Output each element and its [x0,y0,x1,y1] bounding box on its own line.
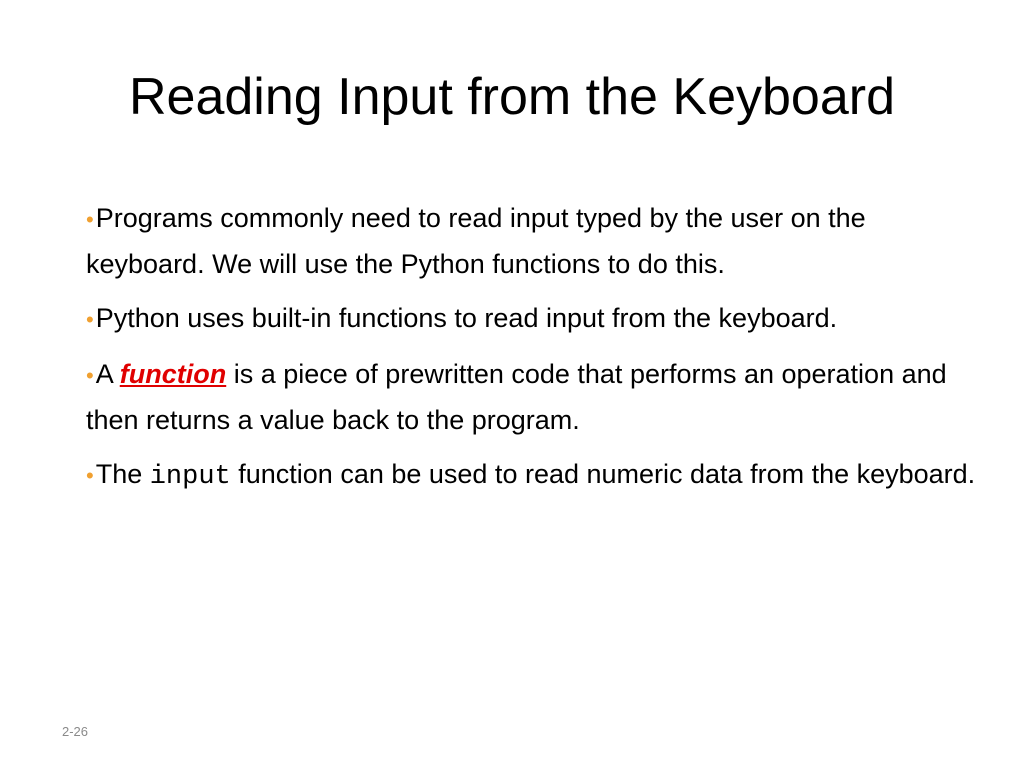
slide-title: Reading Input from the Keyboard [128,68,896,126]
bullet-marker: • [86,307,94,332]
bullet-item-1 [86,196,976,286]
input-code: input [149,462,231,492]
function-term: function [119,359,227,389]
bullet-list [86,196,976,509]
bullet-marker: • [86,363,94,388]
bullet-marker: • [86,207,94,232]
bullet-suffix: is a piece of prewritten code that performs an operation and then returns a value back to the program. [86,359,947,435]
bullet-suffix: function can be used to read numeric data from the keyboard. [230,459,976,489]
bullet-text: Python uses built-in functions to read input from the keyboard. [95,303,838,333]
bullet-prefix: The [95,459,150,489]
slide-number: 2-26 [62,724,89,739]
bullet-item-3 [86,352,976,442]
bullet-text: Programs commonly need to read input typed by the user on the keyboard. We will use the Python functions to do this. [86,203,866,279]
bullet-prefix: A [95,359,120,389]
bullet-marker: • [86,463,94,488]
bullet-item-4 [86,452,976,499]
bullet-item-2 [86,296,976,342]
